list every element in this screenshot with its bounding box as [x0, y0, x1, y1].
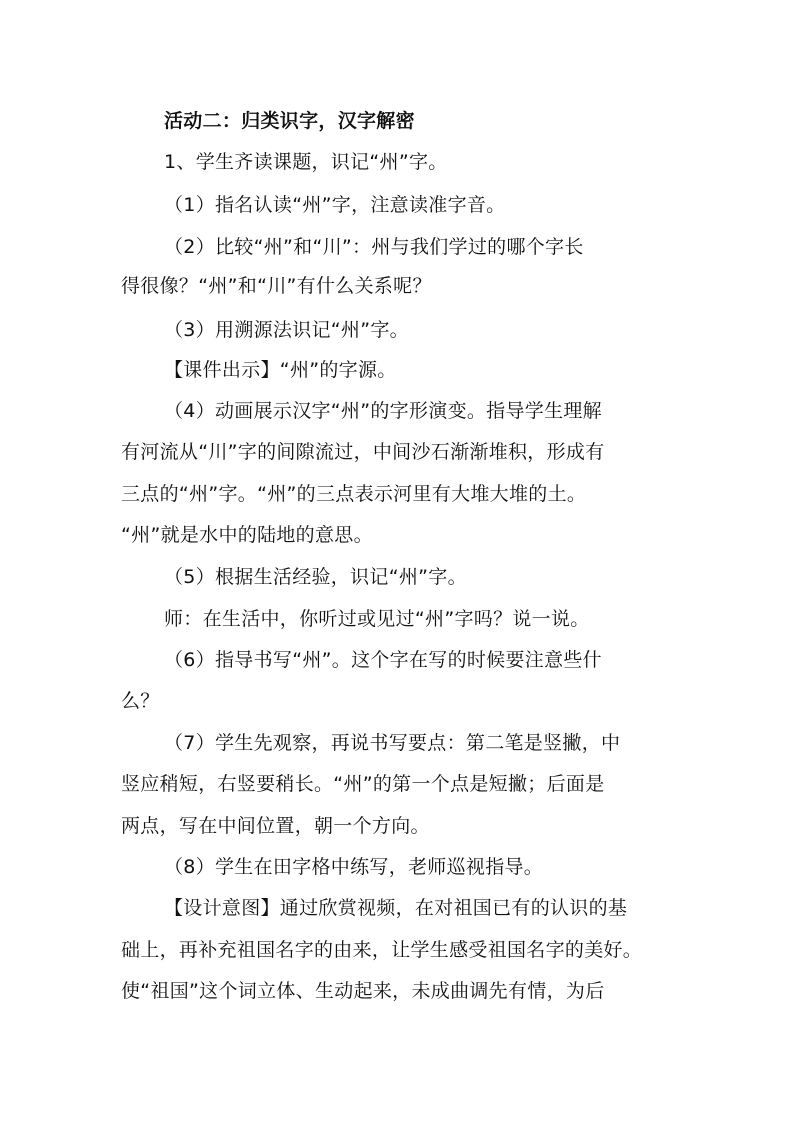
paragraph-line: 有河流从“川”字的间隙流过，中间沙石渐渐堆积，形成有	[121, 441, 605, 463]
paragraph-line: 两点，写在中间位置，朝一个方向。	[121, 815, 430, 837]
paragraph-line: 么？	[121, 690, 160, 712]
paragraph-line: 得很像？“州”和“川”有什么关系呢？	[121, 275, 432, 297]
paragraph-line: 使“祖国”这个词立体、生动起来，未成曲调先有情，为后	[121, 980, 605, 1002]
paragraph-line: 【课件出示】“州”的字源。	[164, 359, 397, 381]
paragraph-line: （5）根据生活经验，识记“州”字。	[164, 566, 467, 588]
paragraph-line: “州”就是水中的陆地的意思。	[121, 524, 373, 546]
paragraph-line: （7）学生先观察，再说书写要点：第二笔是竖撇，中	[164, 732, 621, 754]
paragraph-line: 师：在生活中，你听过或见过“州”字吗？说一说。	[164, 608, 590, 630]
paragraph-line: （2）比较“州”和“川”：州与我们学过的哪个字长	[164, 236, 584, 258]
paragraph-line: 础上，再补充祖国名字的由来，让学生感受祖国名字的美好。	[121, 939, 643, 961]
paragraph-line: （8）学生在田字格中练写，老师巡视指导。	[164, 856, 544, 878]
section-heading: 活动二：归类识字，汉字解密	[164, 110, 415, 132]
paragraph-line: 竖应稍短，右竖要稍长。“州”的第一个点是短撇；后面是	[121, 773, 605, 795]
paragraph-line: （1）指名认读“州”字，注意读准字音。	[164, 194, 506, 216]
paragraph-line: （3）用溯源法识记“州”字。	[164, 319, 409, 341]
paragraph-line: 【设计意图】通过欣赏视频，在对祖国已有的认识的基	[164, 897, 628, 919]
paragraph-line: 1、学生齐读课题，识记“州”字。	[164, 151, 448, 173]
paragraph-line: （4）动画展示汉字“州”的字形演变。指导学生理解	[164, 400, 602, 422]
paragraph-line: （6）指导书写“州”。这个字在写的时候要注意些什	[164, 649, 602, 671]
paragraph-line: 三点的“州”字。“州”的三点表示河里有大堆大堆的土。	[121, 483, 587, 505]
